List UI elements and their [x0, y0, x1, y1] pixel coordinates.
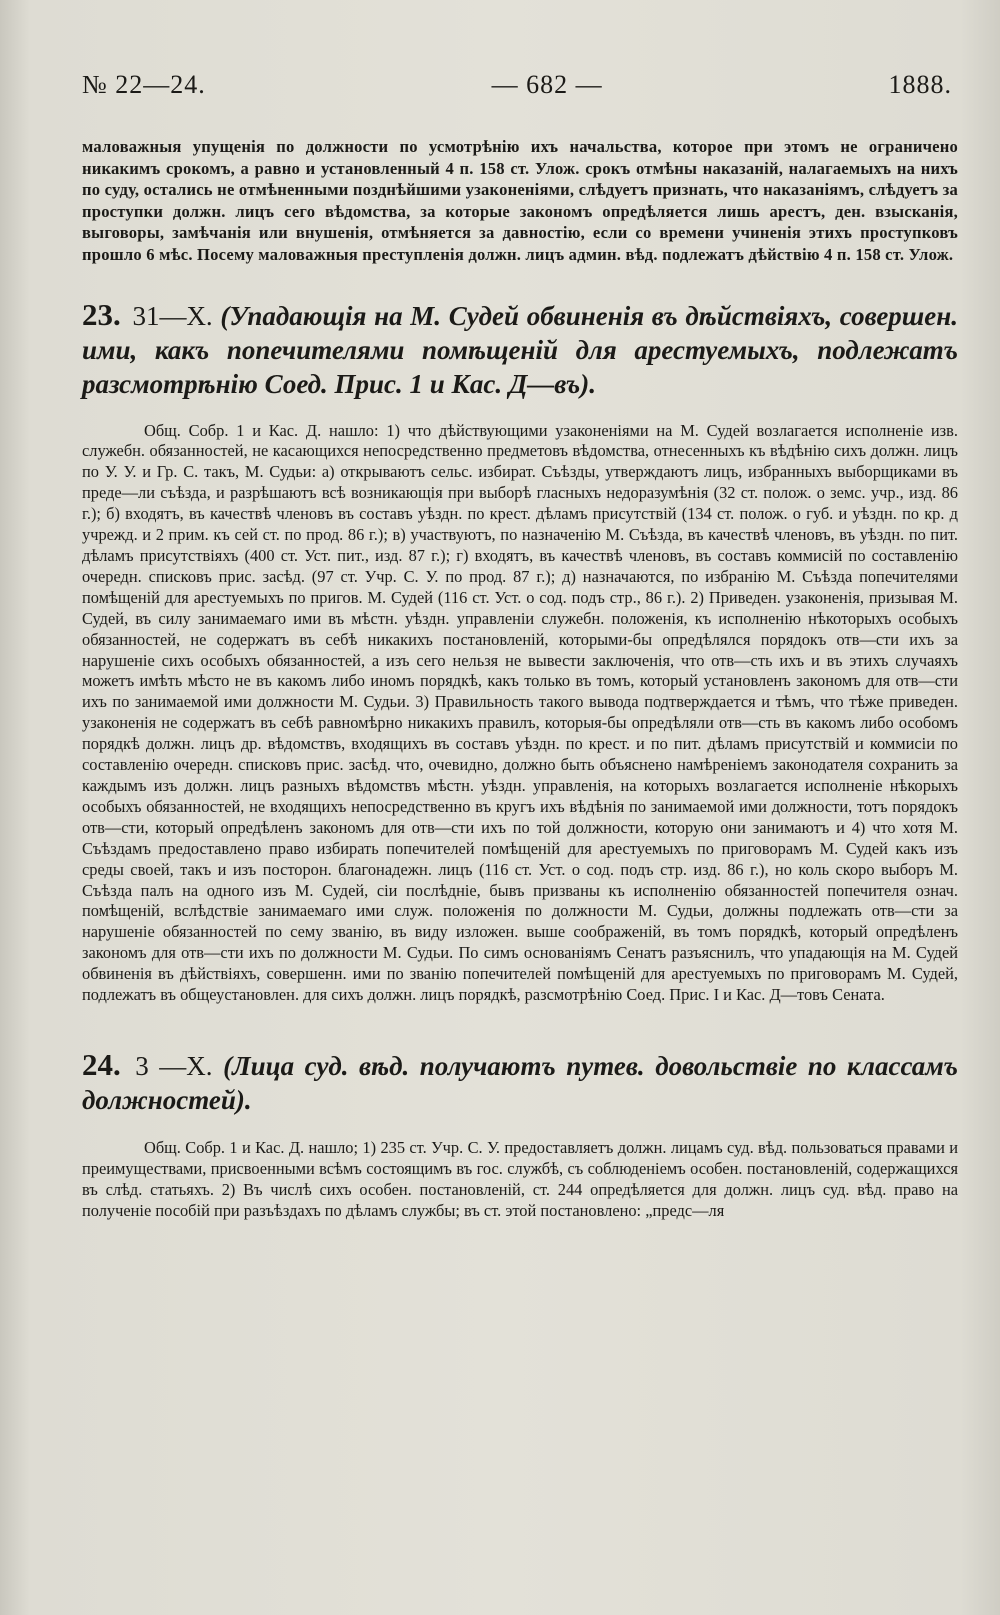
entry-heading [82, 1048, 958, 1117]
issue-number: № 22—24. [82, 70, 206, 99]
entry-title: (Лица суд. вѣд. получаютъ путев. довольствіе по классамъ должностей). [82, 1050, 959, 1115]
entry-date: 3 —X. [135, 1050, 213, 1081]
entry-24 [82, 1048, 958, 1221]
running-head [82, 70, 958, 100]
entry-body: Общ. Собр. 1 и Кас. Д. нашло: 1) что дѣйствующими узаконеніями на М. Судей возлагается исполненіе изв. служебн. обязанностей, не касающихся непосредственно предметовъ вѣдомства, отнесенныхъ къ вѣдѣнію сихъ должн. лицъ по У. У. и Гр. С. такъ, М. Судьи: а) открываютъ сельс. избират. Съѣзды, утверждаютъ лицъ, избранныхъ выборщиками въ преде—ли съѣзда, и разрѣшаютъ всѣ возникающія при выборѣ гласныхъ недоразумѣнія (32 ст. полож. о земс. учр., изд. 86 г.); б) входятъ, въ качествѣ членовъ въ составъ уѣздн. по крест. дѣламъ присутствій (134 ст. полож. о губ. и уѣздн. по кр. д учрежд. и 2 прим. къ сей ст. по прод. 86 г.); в) участвуютъ, по назначенію М. Съѣзда, въ качествѣ членовъ, въ уѣздн. по пит. дѣламъ присутствіяхъ (400 ст. Уст. пит., изд. 87 г.); г) входятъ, въ качествѣ членовъ, въ составъ коммисій по составленію очередн. списковъ прис. засѣд. (97 ст. Учр. С. У. по прод. 87 г.); д) назначаются, по избранію М. Съѣзда попечителями помѣщеній для арестуемыхъ по пригов. М. Судей (116 ст. Уст. о сод. подъ стр., 86 г.). 2) Приведен. узаконенія, призывая М. Судей, въ силу занимаемаго ими въ мѣстн. уѣздн. управленіи служебн. положенія, къ исполненію нѣкоторыхъ особыхъ обязанностей, не содержатъ въ себѣ никакихъ постановленій, которыми-бы опредѣлялся порядокъ отв—сти ихъ за нарушеніе сихъ особыхъ обязанностей, а изъ сего нельзя не вывести заключенія, что отв—сть ихъ и въ этихъ случаяхъ можетъ имѣть мѣсто не въ какомъ либо иномъ порядкѣ, какъ только въ томъ, который установленъ закономъ для отв—сти ихъ по занимаемой ими должности М. Судьи. 3) Правильность такого вывода подтверждается и тѣмъ, что тѣже приведен. узаконенія не содержатъ въ себѣ равномѣрно никакихъ правилъ, которыя-бы опредѣляли отв—сть въ какомъ либо особомъ порядкѣ должн. лицъ др. вѣдомствъ, входящихъ въ составъ уѣздн. по крест. и по пит. дѣламъ присутствій и коммисіи по составленію очередн. списковъ прис. засѣд. что, очевидно, должно быть объяснено намѣреніемъ законодателя сохранить за каждымъ изъ должн. лицъ разныхъ вѣдомствъ мѣстн. уѣздн. управленія, на которыхъ возлагается исполненіе нѣкорыхъ особыхъ обязанностей, не входящихъ непосредственно въ кругъ ихъ вѣдѣнія по занимаемой ими должности, тотъ порядокъ отв—сти, который опредѣленъ закономъ для отв—сти ихъ по той должности, которую они занимаютъ и 4) что хотя М. Съѣздамъ предоставлено право избирать попечителей помѣщеній для арестуемыхъ по приговорамъ М. Судей какъ изъ среды своей, такъ и изъ посторон. благонадежн. лицъ (116 ст. Уст. о сод. подъ стр. изд. 86 г.), но коль скоро выборъ М. Съѣзда палъ на одного изъ М. Судей, сіи послѣдніе, бывъ призваны къ исполненію обязанностей попечителя означ. помѣщеній, вслѣдствіе занимаемаго ими служ. положенія по должности М. Судьи, должны подлежать отв—сти за нарушеніе обязанностей по сему званію, въ виду изложен. выше соображеній, въ томъ порядкѣ, который опредѣленъ закономъ для отв—сти ихъ по должности М. Судьи. По симъ основаніямъ Сенатъ разъяснилъ, что упадающія на М. Судей обвиненія въ дѣйствіяхъ, совершенн. ими по званію попечителей помѣщеній для арестуемыхъ по приговорамъ М. Судей, подлежатъ въ общеустановлен. для сихъ должн. лицъ порядкѣ, разсмотрѣнію Соед. Прис. I и Кас. Д—товъ Сената. [82, 420, 958, 1005]
entry-date: 31—X. [132, 300, 213, 331]
year: 1888. [888, 70, 952, 99]
continued-paragraph: маловажныя упущенія по должности по усмотрѣнію ихъ начальства, которое при этомъ не ограничено никакимъ срокомъ, а равно и установленный 4 п. 158 ст. Улож. срокъ отмѣны наказаній, налагаемыхъ на нихъ по суду, остались не отмѣненными позднѣйшими узаконеніями, слѣдуетъ признать, что наказаніямъ, слѣдуетъ за проступки должн. лицъ сего вѣдомства, за которые закономъ опредѣляется лишь арестъ, ден. взысканія, выговоры, замѣчанія или внушенія, отмѣняется за давностію, если со времени учиненія этихъ проступковъ прошло 6 мѣс. Посему маловажныя преступленія должн. лицъ админ. вѣд. подлежатъ дѣйствію 4 п. 158 ст. Улож. [82, 137, 958, 264]
entry-number: 23. [82, 296, 121, 332]
entry-title: (Упадающія на М. Судей обвиненія въ дѣйствіяхъ, совершен. ими, какъ попечителями помѣщеній для арестуемыхъ, подлежатъ разсмотрѣнію Соед. Прис. 1 и Кас. Д—въ). [82, 300, 959, 399]
page-number: — 682 — [491, 70, 603, 99]
entry-number: 24. [82, 1046, 121, 1082]
entry-heading [82, 298, 958, 401]
entry-separator [82, 1006, 958, 1016]
entry-23 [82, 298, 958, 1006]
entry-body: Общ. Собр. 1 и Кас. Д. нашло; 1) 235 ст. Учр. С. У. предоставляетъ должн. лицамъ суд. вѣд. пользоваться правами и преимуществами, присвоенными всѣмъ состоящимъ въ гос. службѣ, съ соблюденіемъ особен. постановленій, содержащихся въ слѣд. статьяхъ. 2) Въ числѣ сихъ особен. постановленій, ст. 244 опредѣляется для должн. лицъ суд. вѣд. право на полученіе пособій при разъѣздахъ по дѣламъ службы; въ ст. этой постановлено: „предс—ля [82, 1137, 958, 1220]
